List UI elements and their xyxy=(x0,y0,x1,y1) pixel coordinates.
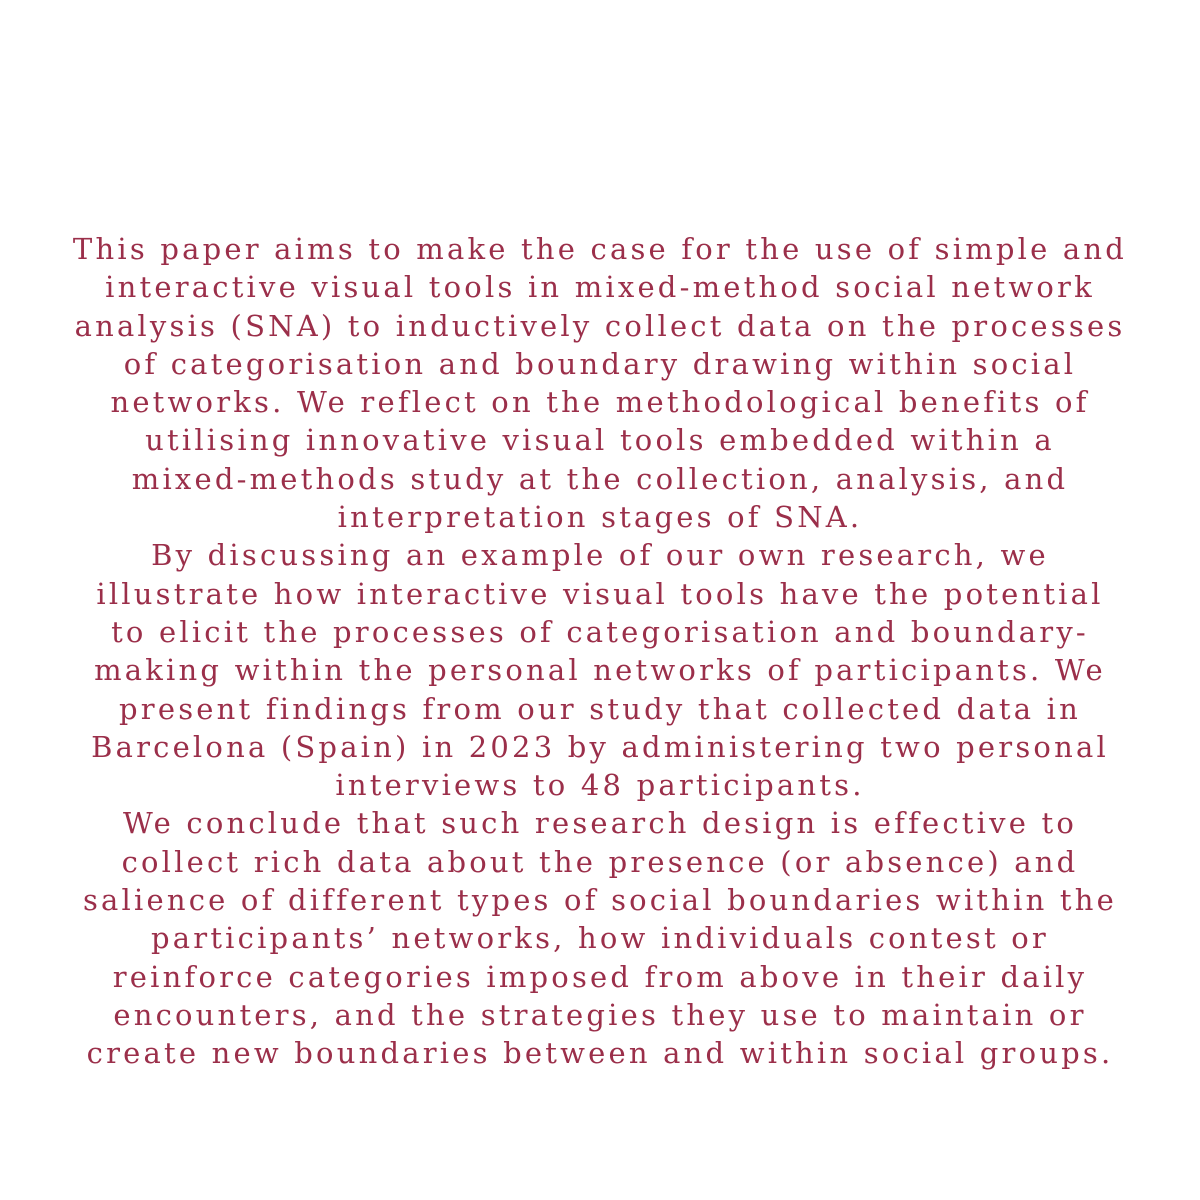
abstract-line: interactive visual tools in mixed-method social network xyxy=(105,270,1095,305)
abstract-line: By discussing an example of our own research, we xyxy=(151,538,1049,573)
abstract-line: utilising innovative visual tools embedded within a xyxy=(145,423,1055,458)
abstract-text xyxy=(20,230,1180,1073)
abstract-line: encounters, and the strategies they use to maintain or xyxy=(113,997,1087,1032)
abstract-line: interviews to 48 participants. xyxy=(335,768,865,803)
abstract-line: create new boundaries between and within social groups. xyxy=(86,1036,1114,1071)
abstract-line: reinforce categories imposed from above in their daily xyxy=(112,959,1088,994)
abstract-line: of categorisation and boundary drawing within social xyxy=(123,346,1077,381)
abstract-line: to elicit the processes of categorisation and boundary- xyxy=(111,614,1089,649)
abstract-line: This paper aims to make the case for the use of simple and xyxy=(72,232,1128,266)
abstract-line: illustrate how interactive visual tools have the potential xyxy=(96,576,1104,611)
abstract-line: making within the personal networks of participants. We xyxy=(94,653,1106,688)
abstract-line: networks. We reflect on the methodological benefits of xyxy=(110,385,1090,420)
abstract-line: analysis (SNA) to inductively collect data on the processes xyxy=(74,308,1126,343)
abstract-line: mixed-methods study at the collection, analysis, and xyxy=(131,461,1069,496)
abstract-line: We conclude that such research design is effective to xyxy=(122,806,1078,841)
abstract-line: salience of different types of social boundaries within the xyxy=(82,883,1118,918)
abstract-line: present findings from our study that collected data in xyxy=(119,691,1081,726)
abstract-line: interpretation stages of SNA. xyxy=(337,500,863,535)
abstract-line: Barcelona (Spain) in 2023 by administering two personal xyxy=(91,729,1109,764)
abstract-line: collect rich data about the presence (or absence) and xyxy=(121,844,1079,879)
abstract-line: participants’ networks, how individuals contest or xyxy=(151,921,1049,956)
